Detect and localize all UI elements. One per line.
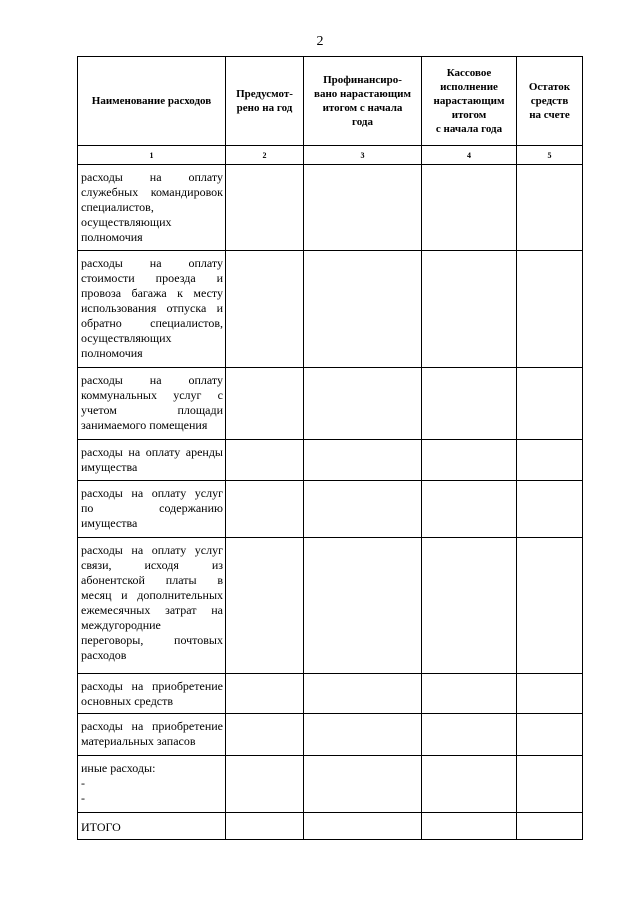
expense-name-line: расходы на оплату: [81, 256, 223, 270]
value-cell: [517, 165, 583, 251]
value-cell: [304, 368, 422, 440]
table-row: [78, 714, 583, 756]
table-row: [78, 368, 583, 440]
value-cell: [422, 538, 517, 674]
value-cell: [422, 440, 517, 481]
expense-name-line: связи, исходя из: [81, 558, 223, 572]
expense-name-line: полномочия: [81, 230, 143, 244]
value-cell: [226, 165, 304, 251]
header-label-line: на счете: [529, 109, 570, 121]
value-cell: [226, 251, 304, 368]
expense-name-line: абонентской платы в: [81, 573, 223, 587]
expense-name-cell: [78, 251, 226, 368]
header-label-line: итогом с начала: [322, 102, 403, 114]
expense-name-line: использования отпуска и: [81, 301, 223, 315]
expense-name-line: расходы на оплату: [81, 170, 223, 184]
value-cell: [517, 674, 583, 714]
expense-name-cell: [78, 538, 226, 674]
column-number-row: [78, 146, 583, 165]
table-row: [78, 251, 583, 368]
expense-name-line: расходы на приобретение: [81, 719, 223, 733]
header-label-line: Предусмот-: [236, 88, 293, 100]
expense-name-line: занимаемого помещения: [81, 418, 208, 432]
expense-name-line: по содержанию: [81, 501, 223, 515]
expense-name-line: имущества: [81, 460, 138, 474]
header-cell: [422, 57, 517, 146]
expense-name-line: расходы на оплату услуг: [81, 486, 223, 500]
table-row: [78, 538, 583, 674]
expense-name-line: материальных запасов: [81, 734, 196, 748]
value-cell: [304, 538, 422, 674]
value-cell: [304, 481, 422, 538]
header-label-line: вано нарастающим: [314, 88, 411, 100]
value-cell: [517, 813, 583, 840]
value-cell: [304, 440, 422, 481]
header-row: [78, 57, 583, 146]
expense-name-line: расходы на оплату: [81, 373, 223, 387]
value-cell: [422, 674, 517, 714]
value-cell: [304, 714, 422, 756]
expense-name-line: расходы на приобретение: [81, 679, 223, 693]
header-label-line: Наименование расходов: [91, 95, 212, 107]
column-number: 5: [517, 146, 583, 165]
column-number: 3: [304, 146, 422, 165]
expense-name-line: коммунальных услуг с: [81, 388, 223, 402]
header-label-line: Кассовое: [446, 67, 492, 79]
expense-name-line: расходы на оплату аренды: [81, 445, 223, 459]
header-cell: [226, 57, 304, 146]
header-label-line: рено на год: [236, 102, 293, 114]
value-cell: [517, 756, 583, 813]
expense-name-line: имущества: [81, 516, 138, 530]
value-cell: [517, 538, 583, 674]
value-cell: [226, 368, 304, 440]
value-cell: [304, 251, 422, 368]
header-cell: [517, 57, 583, 146]
header-cell: [78, 57, 226, 146]
header-label-line: средств: [530, 95, 569, 107]
table-row: [78, 674, 583, 714]
header-label-line: исполнение: [440, 81, 498, 93]
expense-name-line: переговоры, почтовых: [81, 633, 223, 647]
expense-name-line: месяц и дополнительных: [81, 588, 223, 602]
value-cell: [226, 440, 304, 481]
page-number: 2: [316, 34, 324, 49]
expense-name-line: полномочия: [81, 346, 143, 360]
expense-name-line: осуществляющих: [81, 331, 172, 345]
header-label-line: нарастающим: [433, 95, 505, 107]
table-row: [78, 165, 583, 251]
expense-name-cell: [78, 481, 226, 538]
expense-name-line: стоимости проезда и: [81, 271, 223, 285]
table-row: [78, 756, 583, 813]
expense-name-line: расходы на оплату услуг: [81, 543, 223, 557]
value-cell: [517, 714, 583, 756]
expense-name-cell: [78, 368, 226, 440]
value-cell: [422, 368, 517, 440]
table-row: [78, 440, 583, 481]
expense-name-line: провоза багажа к месту: [81, 286, 223, 300]
value-cell: [226, 756, 304, 813]
value-cell: [422, 813, 517, 840]
table-row: [78, 481, 583, 538]
expense-name-line: основных средств: [81, 694, 174, 708]
value-cell: [517, 251, 583, 368]
expense-name-line: -: [81, 776, 85, 790]
value-cell: [517, 368, 583, 440]
value-cell: [517, 440, 583, 481]
value-cell: [304, 813, 422, 840]
header-label-line: года: [352, 116, 373, 128]
expense-name-line: иные расходы:: [81, 761, 156, 775]
expense-name-cell: [78, 756, 226, 813]
expense-name-line: служебных командировок: [81, 185, 223, 199]
expense-name-cell: [78, 440, 226, 481]
value-cell: [226, 481, 304, 538]
value-cell: [304, 756, 422, 813]
value-cell: [422, 481, 517, 538]
column-number: 2: [226, 146, 304, 165]
header-label-line: с начала года: [435, 123, 503, 135]
value-cell: [304, 165, 422, 251]
header-cell: [304, 57, 422, 146]
column-number: 1: [78, 146, 226, 165]
value-cell: [226, 714, 304, 756]
expense-name-cell: [78, 714, 226, 756]
value-cell: [422, 251, 517, 368]
expense-name-line: расходов: [81, 648, 127, 662]
value-cell: [422, 756, 517, 813]
expense-name-line: ежемесячных затрат на: [81, 603, 223, 617]
value-cell: [517, 481, 583, 538]
expense-name-cell: [78, 674, 226, 714]
expense-name-line: учетом площади: [81, 403, 223, 417]
expenses-table: [77, 56, 583, 840]
expense-name-line: -: [81, 791, 85, 805]
header-label-line: Профинансиро-: [323, 74, 402, 86]
expense-name-line: специалистов,: [81, 200, 154, 214]
total-row: [78, 813, 583, 840]
expense-name-cell: [78, 165, 226, 251]
value-cell: [226, 674, 304, 714]
header-label-line: Остаток: [528, 81, 571, 93]
value-cell: [304, 674, 422, 714]
value-cell: [422, 165, 517, 251]
value-cell: [226, 538, 304, 674]
header-label-line: итогом: [451, 109, 487, 121]
column-number: 4: [422, 146, 517, 165]
table-body: [78, 165, 583, 840]
expense-name-line: междугородние: [81, 618, 161, 632]
expense-name-cell: [78, 813, 226, 840]
expense-name-line: ИТОГО: [81, 820, 121, 834]
value-cell: [422, 714, 517, 756]
expense-name-line: обратно специалистов,: [81, 316, 223, 330]
expense-name-line: осуществляющих: [81, 215, 172, 229]
value-cell: [226, 813, 304, 840]
